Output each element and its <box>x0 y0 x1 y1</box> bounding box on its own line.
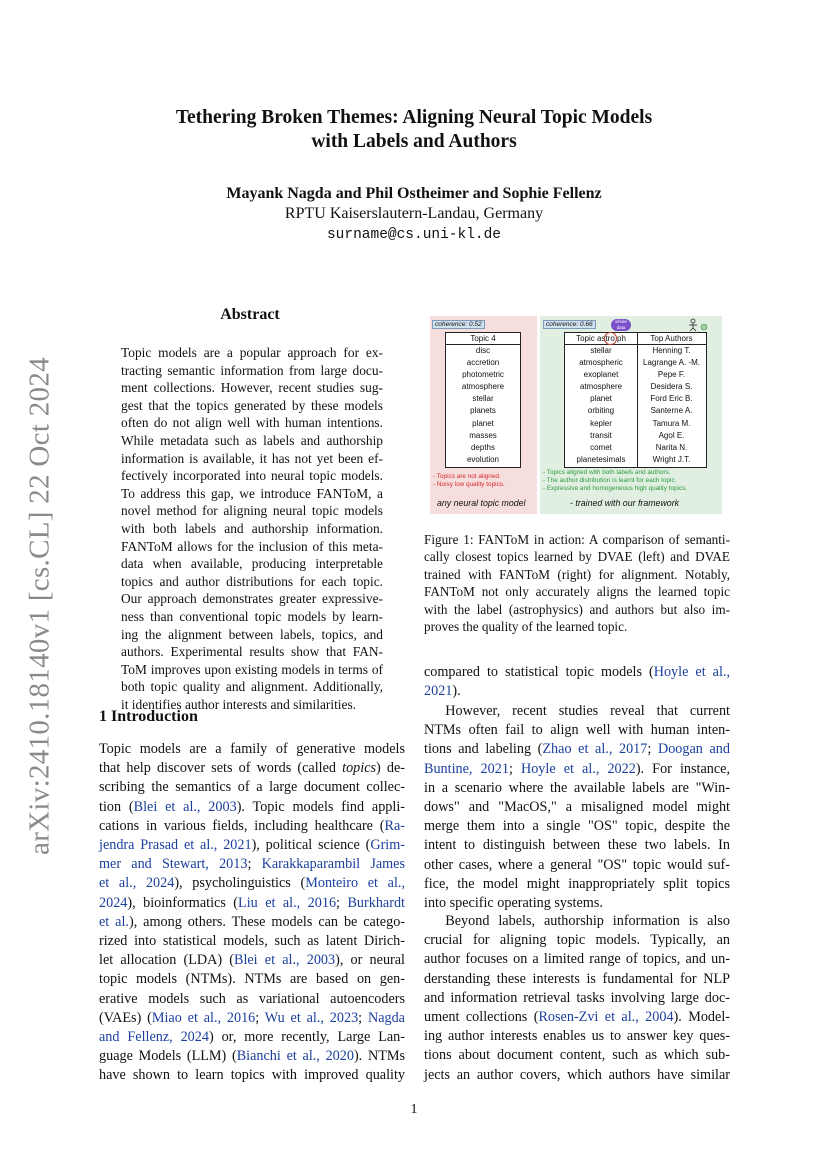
intro-left-lines-line: guage Models (LLM) (Bianchi et al., 2020). NTMs <box>99 1048 405 1065</box>
citation-link[interactable]: Wu et al., 2023 <box>264 1009 359 1026</box>
topic-word-left: masses <box>469 430 497 440</box>
intro-left-lines-line: cations in various fields, including healthcare (Ra- <box>99 817 405 834</box>
abstract-lines-line: with both labels and authorship information. <box>121 520 383 536</box>
topic-word-left: photometric <box>462 370 504 380</box>
citation-link[interactable]: Buntine, 2021 <box>424 760 509 777</box>
intro-left-lines-line: have shown to learn topics with improved quality <box>99 1067 405 1084</box>
abstract-lines-line: To address this gap, we introduce FANToM, a <box>121 485 383 501</box>
right-lines-b-line: intent to distinguish between these two labels. In <box>424 837 730 854</box>
intro-left-lines-line: et al., 2024), psycholinguistics (Monteiro et al., <box>99 875 405 892</box>
topic-word-right: exoplanet <box>583 370 619 380</box>
topic-author-row <box>565 393 706 405</box>
right-lines-c-line: author focuses on a limited range of topics, and un- <box>424 951 730 968</box>
label-tie-ring <box>604 332 617 345</box>
citation-link[interactable]: Rosen-Zvi et al., 2004 <box>538 1009 674 1026</box>
right-lines-b-line: Buntine, 2021; Hoyle et al., 2022). For instance, <box>424 760 730 777</box>
table-header-right <box>565 333 706 345</box>
topic-author-row <box>565 345 706 357</box>
topic-table-left <box>445 332 521 468</box>
figure-note-left: - Noisy low quality topics. <box>433 481 505 489</box>
intro-left-lines-line: (VAEs) (Miao et al., 2016; Wu et al., 2023; Nagda <box>99 1009 405 1026</box>
title-line-1: Tethering Broken Themes: Aligning Neural Topic Models <box>175 107 653 128</box>
abstract-lines-line: ment collections. However, recent studies sug- <box>121 380 383 396</box>
topic-word-right: atmospheric <box>579 358 623 368</box>
topic-word-right: comet <box>590 442 612 452</box>
abstract-lines-line: novel method for aligning neural topic models <box>121 503 383 519</box>
figure-caption <box>424 531 730 635</box>
topic-word-right: kepler <box>590 418 612 428</box>
figure-1 <box>430 316 722 514</box>
citation-link[interactable]: and Fellenz, 2024 <box>99 1029 209 1046</box>
topic-word-left: evolution <box>466 454 500 464</box>
abstract-lines-line: gest that the topics generated by these models <box>121 397 383 413</box>
top-author: Henning T. <box>652 346 691 355</box>
abstract-body <box>121 344 383 713</box>
right-lines-c-line: tions about document content, such as which sub- <box>424 1047 730 1064</box>
intro-left-lines-line: let allocation (LDA) (Blei et al., 2003), or neural <box>99 952 405 969</box>
top-author: Pepe F. <box>657 370 686 380</box>
right-lines-c-line: derstanding these interests is fundamental for NLP <box>424 970 730 987</box>
intro-left-lines-line: et al.), among others. These models can be catego- <box>99 913 406 930</box>
abstract-lines-line: FANToM allows for the inclusion of this meta- <box>121 538 383 554</box>
figure-notes-left <box>433 473 505 489</box>
caption-lines-line: FANToM not only accurately aligns the learned topic <box>424 584 730 600</box>
intro-left-lines-line: mer and Stewart, 2013; Karakkaparambil James <box>99 856 405 873</box>
affiliation: RPTU Kaiserslautern-Landau, Germany <box>284 205 544 222</box>
topic-header-right: Topic astro.ph <box>576 334 626 343</box>
caption-lines-line: proves the quality of the learned topic. <box>424 619 628 635</box>
right-lines-c-line: crucial for aligning topic models. Typically, an <box>424 932 730 949</box>
abstract-lines-line: ToM improves upon existing models in terms of <box>121 661 383 677</box>
citation-link[interactable]: Hoyle et al., 2022 <box>520 760 636 777</box>
right-lines-c-line: ument collections (Rosen-Zvi et al., 2004). Model- <box>424 1009 730 1026</box>
figure-footer-right: - trained with our framework <box>570 498 680 508</box>
citation-link[interactable]: Miao et al., 2016 <box>151 1009 256 1026</box>
right-lines-b-line: tions and labeling (Zhao et al., 2017; Doogan and <box>424 741 730 758</box>
figure-notes-right <box>543 469 687 494</box>
citation-link[interactable]: Blei et al., 2003 <box>133 798 237 815</box>
citation-link[interactable]: mer and Stewart, 2013 <box>99 856 248 873</box>
abstract-lines-line: ing the alignment between labels, topics, and <box>121 626 383 642</box>
right-lines-b-line: fice, the model might inappropriately split topics <box>424 875 730 892</box>
topic-author-row <box>565 369 706 381</box>
intro-left-lines-line: jendra Prasad et al., 2021), political science (Grim- <box>99 837 406 854</box>
topic-word-left: stellar <box>472 394 494 404</box>
topic-word-right: stellar <box>590 346 612 355</box>
intro-left-lines-line: rized into statistical models, such as latent Dirich- <box>99 933 405 950</box>
right-column-para-3 <box>424 912 730 1085</box>
citation-link[interactable]: Liu et al., 2016 <box>238 894 337 911</box>
top-author: Santerne A. <box>650 406 693 416</box>
figure-note-left: - Topics are not aligned. <box>433 473 501 480</box>
citation-link[interactable]: Grim- <box>370 837 406 854</box>
figure-note-right: - Topics aligned with both labels and authors. <box>543 469 671 476</box>
citation-link[interactable]: Doogan and <box>657 741 730 758</box>
topic-word-left: depths <box>470 442 496 452</box>
topic-word-left: disc <box>475 346 491 355</box>
arxiv-margin-stamp <box>20 357 60 855</box>
figure-note-right: - Expressive and homogeneous high quality topics. <box>543 485 688 493</box>
caption-lines-line: with the label (astrophysics) and authors but also im- <box>424 601 730 617</box>
abstract-lines-line: fectively incorporated into neural topic models. <box>121 468 383 484</box>
right-column-para-2 <box>424 702 730 913</box>
figure-panel-right <box>540 316 722 514</box>
topic-word-right: transit <box>590 430 612 440</box>
author-list: Mayank Nagda and Phil Ostheimer and Sophie Fellenz <box>226 185 602 202</box>
caption-lines-line: trained with FANToM (right) for alignment. Notably, <box>424 566 730 582</box>
intro-left-lines-line: erative models such as variational autoencoders <box>99 990 405 1007</box>
right-lines-b-line: in a scenario where the available labels are "Win- <box>424 779 730 796</box>
intro-left-lines-line: 2024), bioinformatics (Liu et al., 2016; Burkhardt <box>99 894 405 911</box>
topic-word-right: orbiting <box>587 406 615 416</box>
citation-link[interactable]: 2024 <box>99 894 128 911</box>
citation-link[interactable]: jendra Prasad et al., 2021 <box>99 837 252 854</box>
right-lines-b-line: other cases, where a general "OS" topic would suf- <box>424 856 730 873</box>
figure-note-right: - The author distribution is learnt for each topic. <box>543 477 677 485</box>
topic-author-table-right <box>564 332 707 468</box>
abstract-lines-line: Topic models are a popular approach for ex- <box>121 345 383 360</box>
right-lines-c-line: jects an author covers, which authors have similar <box>424 1066 730 1083</box>
citation-link[interactable]: Monteiro et al., <box>305 875 405 892</box>
citation-link[interactable]: Hoyle et al., <box>653 664 730 680</box>
topic-header-left: Topic 4 <box>446 333 520 345</box>
intro-left-lines-line: Topic models are a family of generative models <box>99 741 405 757</box>
top-author: Desidera S. <box>650 382 693 392</box>
top-author: Ford Eric B. <box>650 394 693 404</box>
topic-word-right: planetesimals <box>576 454 626 464</box>
section-heading-introduction: 1 Introduction <box>99 708 198 725</box>
right-lines-a-line: compared to statistical topic models (Hoyle et al., <box>424 664 730 680</box>
page-number: 1 <box>410 1102 418 1117</box>
topic-author-row <box>565 357 706 369</box>
right-lines-c-line: ing author interests enables us to answer key ques- <box>424 1028 730 1045</box>
coherence-label-right: coherence: 0.66 <box>543 320 596 329</box>
abstract-lines-line: data when available, producing interpretable <box>121 556 383 572</box>
intro-left-lines-line: tion (Blei et al., 2003). Topic models find appli- <box>99 798 406 815</box>
intro-left-column <box>99 740 405 1086</box>
caption-lines-line: Figure 1: FANToM in action: A comparison of semanti- <box>424 532 730 547</box>
topic-word-right: atmosphere <box>579 382 623 392</box>
figure-footer-left: any neural topic model <box>437 498 526 508</box>
topic-word-left: atmosphere <box>461 382 505 392</box>
citation-link[interactable]: Blei et al., 2003 <box>233 952 336 969</box>
caption-lines-line: cally closest topics learned by DVAE (left) and DVAE <box>424 549 730 565</box>
topic-word-left: planets <box>470 406 496 416</box>
top-author: Agol E. <box>658 430 685 440</box>
citation-link[interactable]: 2021 <box>424 683 453 700</box>
right-lines-c-line: and information retrieval tasks involving large doc- <box>424 989 730 1006</box>
top-author: Narita N. <box>655 442 688 452</box>
right-lines-b-line: dows" and "MacOS," a misaligned model might <box>424 799 730 816</box>
author-figure-icon <box>688 318 710 332</box>
abstract-heading: Abstract <box>220 306 280 323</box>
topic-word-left: accretion <box>466 358 500 368</box>
top-author: Wright J.T. <box>652 454 691 464</box>
topic-word-left: planet <box>472 418 494 428</box>
abstract-lines-line: often do not align well with human intentions. <box>121 415 383 431</box>
email: surname@cs.uni-kl.de <box>326 227 502 243</box>
intro-left-lines-line: scribing the semantics of a large document collec- <box>99 779 405 796</box>
topic-author-row <box>565 381 706 393</box>
topic-author-row <box>565 454 706 466</box>
label-tag: whole data <box>611 319 631 331</box>
right-lines-b-line: merge them into a single "OS" topic, despite the <box>424 818 730 835</box>
abstract-lines-line: it identifies author interests and similarities. <box>121 696 357 712</box>
citation-link[interactable]: Burkhardt <box>347 894 405 911</box>
abstract-lines-line: While metadata such as labels and authorship <box>121 432 383 448</box>
citation-link[interactable]: Nagda <box>367 1009 405 1026</box>
right-lines-b-line: However, recent studies reveal that current <box>424 703 730 719</box>
top-author: Tamura M. <box>652 418 691 428</box>
citation-link[interactable]: Karakkaparambil James <box>261 856 405 873</box>
abstract-lines-line: both topic quality and alignment. Additionally, <box>121 679 383 695</box>
abstract-lines-line: ness than conventional topic models by learn- <box>121 608 383 624</box>
figure-panel-left <box>430 316 537 514</box>
topic-author-row <box>565 430 706 442</box>
citation-link[interactable]: Zhao et al., 2017 <box>542 741 648 758</box>
topic-word-right: planet <box>590 394 612 404</box>
right-lines-a-line: 2021). <box>424 683 461 700</box>
right-lines-b-line: NTMs often fail to align well with human inten- <box>424 722 730 739</box>
intro-left-lines-line: topic models (NTMs). NTMs are based on gen- <box>99 971 405 988</box>
abstract-lines-line: authors. Experimental results show that FAN- <box>121 644 383 660</box>
topic-author-row <box>565 418 706 430</box>
paper-title <box>0 106 828 154</box>
intro-left-lines-line: and Fellenz, 2024) or, more recently, Large Lan- <box>99 1029 405 1046</box>
right-column-para-1 <box>424 663 730 701</box>
citation-link[interactable]: et al., 2024 <box>99 875 175 892</box>
arxiv-id: arXiv:2410.18140v1 [cs.CL] 22 Oct 2024 <box>23 357 56 855</box>
right-lines-c-line: Beyond labels, authorship information is also <box>424 913 730 929</box>
topic-author-row <box>565 405 706 417</box>
title-line-2: with Labels and Authors <box>311 131 517 152</box>
top-author: Lagrange A. -M. <box>643 358 700 368</box>
authors-header: Top Authors <box>650 334 693 343</box>
right-lines-b-line: into specific operating systems. <box>424 895 603 912</box>
citation-link[interactable]: et al. <box>99 913 129 930</box>
abstract-lines-line: topics and author distributions for each topic. <box>121 573 383 589</box>
abstract-lines-line: Our approach demonstrates greater expressive- <box>121 591 383 607</box>
citation-link[interactable]: Bianchi et al., 2020 <box>236 1048 354 1065</box>
coherence-label-left: coherence: 0.52 <box>432 320 485 329</box>
intro-left-lines-line: that help discover sets of words (called topics) de- <box>99 760 405 777</box>
abstract-lines-line: information is available, it has not yet been ef- <box>121 450 383 466</box>
abstract-lines-line: tracting semantic information from large docu- <box>121 362 383 378</box>
topic-author-row <box>565 442 706 454</box>
citation-link[interactable]: Ra- <box>384 817 405 834</box>
